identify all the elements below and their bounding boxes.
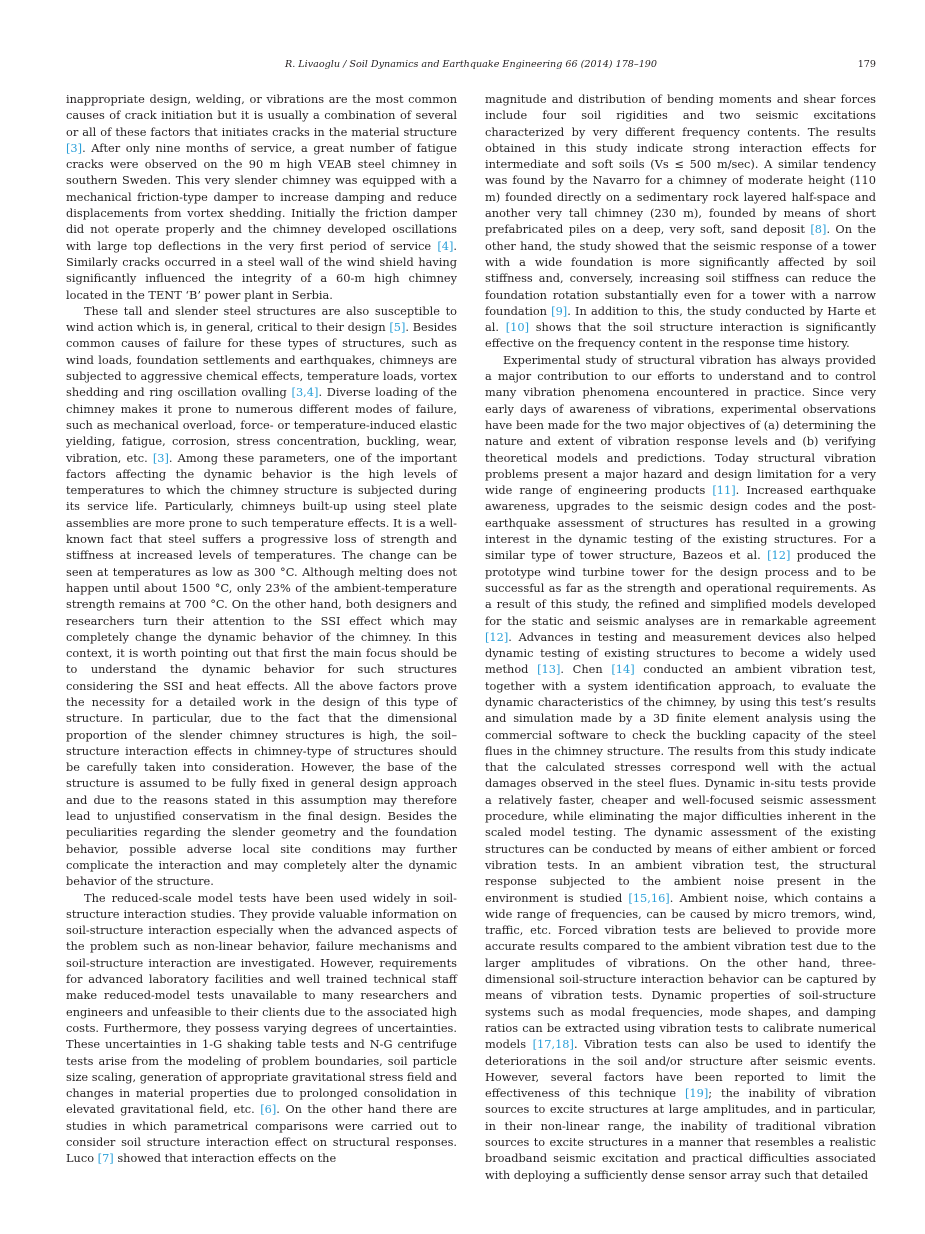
reference-link[interactable]: [3] [152,450,169,465]
paragraph-text: . In addition to this, the study conducted by Harte et al. [485,303,876,335]
reference-link[interactable]: [3,4] [291,385,319,400]
reference-link[interactable]: [10] [505,320,529,335]
paragraph-text: . Vibration tests can also be used to identify the deteriorations in the soil and/or structure after seismic events. However, several factors have been reported to limit the effectiveness of this technique [485,1037,876,1101]
body-paragraph [66,91,457,303]
paragraph-text: . On the other hand there are studies in which parametrical comparisons were carried out to consider soil structure interaction effect on structural responses. Luco [66,1102,457,1166]
paragraph-text: shows that the soil structure interaction is significantly effective on the frequency content in the response time history. [485,320,876,351]
reference-link[interactable]: [4] [437,238,454,253]
paragraph-text: . Among these parameters, one of the important factors affecting the dynamic behavior is the high levels of temperatures to which the chimney structure is subjected during its service life. Particularly, chimneys built-up using steel plate assemblies are more prone to such temperature effects. It is a well-known fact that steel suffers a progressive loss of strength and stiffness at increased levels of temperatures. The change can be seen at temperatures as low as 300 °C. Although melting does not happen until about 1500 °C, only 23% of the ambient-temperature strength remains at 700 °C. On the other hand, both designers and researchers turn their attention to the SSI effect which may completely change the dynamic behavior of the chimney. In this context, it is worth pointing out that first the main focus should be to understand the dynamic behavior for such structures considering the SSI and heat effects. All the above factors prove the necessity for a detailed work in the design of this type of structure. In particular, due to the fact that the dimensional proportion of the slender chimney structures is high, the soil–structure interaction effects in chimney-type of structures should be carefully taken into consideration. However, the base of the structure is assumed to be fully fixed in general design approach and due to the reasons stated in this assumption may therefore lead to unjustified conservatism in the final design. Besides the peculiarities regarding the slender geometry and the foundation behavior, possible adverse local site conditions may further complicate the interaction and may completely alter the dynamic behavior of the structure. [66,450,457,889]
body-paragraph [66,890,457,1167]
journal-citation: R. Livaoglu / Soil Dynamics and Earthquake Engineering 66 (2014) 178–190 [284,59,658,70]
body-paragraph [485,91,876,352]
reference-link[interactable]: [3] [66,140,83,155]
paragraph-text: . Ambient noise, which contains a wide range of frequencies, can be caused by micro tremors, wind, traffic, etc. Forced vibration tests are believed to provide more accurate results compared to the ambient vibration test due to the larger amplitudes of vibrations. On the other hand, three-dimensional soil-structure interaction behavior can be captured by means of vibration tests. Dynamic properties of soil-structure systems such as modal frequencies, mode shapes, and damping ratios can be extracted using vibration tests to calibrate numerical models [485,890,877,1052]
paragraph-text: . Similarly cracks occurred in a steel wall of the wind shield having significantly influenced the integrity of a 60-m high chimney located in the TENT ‘B’ power plant in Serbia. [66,238,457,302]
body-paragraph [66,303,457,890]
paragraph-text: . Diverse loading of the chimney makes it prone to numerous different modes of failure, such as mechanical overload, force- or temperature-induced elastic yielding, fatigue, corrosion, stress concentration, buckling, wear, vibration, etc. [66,385,457,465]
paragraph-text: Experimental study of structural vibration has always provided a major contribution to our efforts to understand and to control many vibration phenomena encountered in practice. Since very early days of awareness of vibrations, experimental observations have been made for the two major objectives of (a) determining the nature and extent of vibration response levels and (b) verifying theoretical models and predictions. Today structural vibration problems present a major hazard and design limitation for a very wide range of engineering products [485,352,876,498]
reference-link[interactable]: [5] [389,320,406,335]
paragraph-text: . After only nine months of service, a great number of fatigue cracks were observed on the 90 m high VEAB steel chimney in southern Sweden. This very slender chimney was equipped with a mechanical friction-type damper to increase damping and reduce displacements from vortex shedding. Initially the friction damper did not operate properly and the chimney developed oscillations with large top deflections in the very first period of service [66,140,457,253]
reference-link[interactable]: [17,18] [532,1037,574,1052]
left-text-column [66,91,457,1167]
paragraph-text: These tall and slender steel structures are also susceptible to wind action which is, in general, critical to their design [66,303,457,335]
reference-link[interactable]: [11] [712,483,736,498]
paragraph-text: showed that interaction effects on the [113,1151,337,1166]
paragraph-text: inappropriate design, welding, or vibrations are the most common causes of crack initiation but it is usually a combination of several or all of these factors that initiates cracks in the material structure [66,92,457,139]
paragraph-text: conducted an ambient vibration test, together with a system identification approach, to evaluate the dynamic characteristics of the chimney, by using this test’s results and simulation made by a 3D finite element analysis using the commercial software to check the buckling capacity of the steel flues in the chimney structure. The results from this study indicate that the calculated stresses correspond well with the actual damages observed in the steel flues. Dynamic in-situ tests provide a relatively faster, cheaper and well-focused seismic assessment procedure, while eliminating the major difficulties inherent in the scaled model testing. The dynamic assessment of the existing structures can be conducted by means of either ambient or forced vibration tests. In an ambient vibration test, the structural response subjected to the ambient noise present in the environment is studied [485,662,876,905]
reference-link[interactable]: [7] [97,1151,114,1166]
body-paragraph [485,352,876,1183]
running-header [66,58,876,72]
paragraph-text: . Besides common causes of failure for these types of structures, such as wind loads, foundation settlements and earthquakes, chimneys are subjected to aggressive chemical effects, temperature loads, vortex shedding and ring oscillation ovalling [66,320,457,400]
reference-link[interactable]: [12] [767,548,791,563]
paragraph-text: The reduced-scale model tests have been used widely in soil-structure interaction studies. They provide valuable information on soil-structure interaction especially when the advanced aspects of the problem such as non-linear behavior, failure mechanisms and soil-structure interaction are investigated. However, requirements for advanced laboratory facilities and well trained technical staff make reduced-model tests unavailable to many researchers and engineers and unfeasible to their clients due to the associated high costs. Furthermore, they possess varying degrees of uncertainties. These uncertainties in 1-G shaking table tests and N-G centrifuge tests arise from the modeling of problem boundaries, soil particle size scaling, generation of appropriate gravitational stress field and changes in material properties due to prolonged consolidation in elevated gravitational field, etc. [66,890,457,1117]
reference-link[interactable]: [8] [810,222,827,237]
reference-link[interactable]: [6] [260,1102,277,1117]
right-text-column [485,91,876,1183]
paragraph-text: ; the inability of vibration sources to excite structures at large amplitudes, and in particular, in their non-linear range, the inability of traditional vibration sources to excite structures in a manner that resembles a realistic broadband seismic excitation and practical difficulties associated with deploying a sufficiently dense sensor array such that detailed [485,1086,876,1182]
reference-link[interactable]: [13] [537,662,561,677]
reference-link[interactable]: [9] [551,303,568,318]
paragraph-text: magnitude and distribution of bending moments and shear forces include four soil rigidities and two seismic excitations characterized by very different frequency contents. The results obtained in this study indicate strong interaction effects for intermediate and soft soils (Vs ≤ 500 m/sec). A similar tendency was found by the Navarro for a chimney of moderate height (110 m) founded directly on a sedimentary rock layered half-space and another very tall chimney (230 m), founded by means of short prefabricated piles on a deep, very soft, sand deposit [485,92,876,237]
reference-link[interactable]: [14] [611,662,635,677]
reference-link[interactable]: [12] [485,629,509,644]
reference-link[interactable]: [19] [684,1086,709,1101]
reference-link[interactable]: [15,16] [628,890,670,905]
paragraph-text: produced the prototype wind turbine tower for the design process and to be successful as far as the strength and operational requirements. As a result of this study, the refined and simplified models developed for the static and seismic analyses are in remarkable agreement [485,548,876,628]
paragraph-text: . Chen [560,662,612,677]
paragraph-text: . Advances in testing and measurement devices also helped dynamic testing of existing structures to become a widely used method [485,629,876,677]
paragraph-text: . Increased earthquake awareness, upgrades to the seismic design codes and the post-earthquake assessment of structures has resulted in a growing interest in the dynamic testing of the existing structures. For a similar type of tower structure, Bazeos et al. [485,483,876,563]
page-number: 179 [857,59,876,70]
paragraph-text: . On the other hand, the study showed that the seismic response of a tower with a wide foundation is more significantly affected by soil stiffness and, conversely, increasing soil stiffness can reduce the foundation rotation substantially even for a tower with a narrow foundation [485,222,876,318]
